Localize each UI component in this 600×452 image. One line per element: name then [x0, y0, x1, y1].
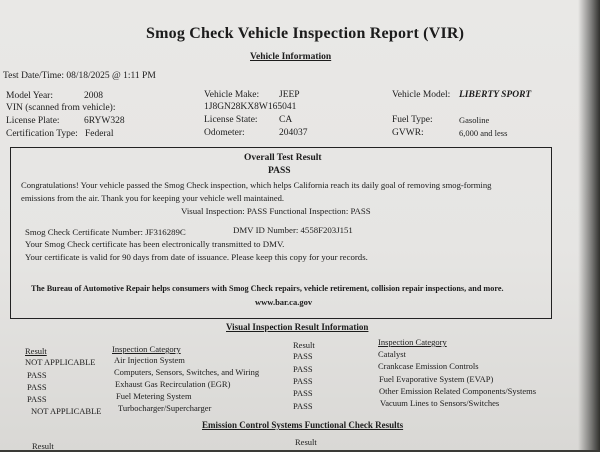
license-state-value: CA [279, 115, 293, 125]
visual-right-category-2: Crankcase Emission Controls [378, 361, 479, 371]
validity-note: Your certificate is valid for 90 days from date of issuance. Please keep this copy for your records. [25, 252, 368, 262]
report-title: Smog Check Vehicle Inspection Report (VIR) [146, 25, 465, 42]
visual-right-category-3: Fuel Evaporative System (EVAP) [379, 374, 494, 384]
visual-category-header-right: Inspection Category [378, 337, 447, 347]
make-value: JEEP [279, 90, 300, 100]
page-edge-shadow [578, 0, 600, 450]
visual-result-header-left: Result [25, 346, 47, 356]
dmv-id-number: DMV ID Number: 4558F203J151 [233, 225, 353, 235]
visual-right-result-2: PASS [293, 364, 313, 374]
visual-right-category-5: Vacuum Lines to Sensors/Switches [380, 398, 500, 408]
visual-left-result-3: PASS [27, 382, 47, 392]
license-state-label: License State: [204, 115, 258, 125]
fuel-type-label: Fuel Type: [392, 115, 433, 125]
vin-label: VIN (scanned from vehicle): [6, 103, 116, 113]
cert-type-label: Certification Type: [6, 129, 78, 139]
certificate-number: Smog Check Certificate Number: JF316289C [25, 227, 186, 237]
visual-right-category-1: Catalyst [378, 349, 406, 359]
visual-category-header-left: Inspection Category [112, 344, 181, 354]
overall-heading: Overall Test Result [244, 153, 322, 163]
odometer-label: Odometer: [204, 128, 245, 138]
model-label: Vehicle Model: [392, 90, 451, 100]
functional-result-header-right: Result [295, 437, 317, 447]
license-plate-label: License Plate: [6, 116, 60, 126]
model-year-value: 2008 [84, 91, 103, 101]
overall-result: PASS [268, 166, 291, 176]
congrats-line-2: emissions from the air. Thank you for keeping your vehicle well maintained. [21, 193, 285, 203]
bar-website: www.bar.ca.gov [255, 297, 313, 307]
congrats-line-1: Congratulations! Your vehicle passed the Smog Check inspection, which helps California reach its daily goal of removing smog-forming [21, 180, 492, 190]
visual-result-header-right: Result [293, 340, 315, 350]
visual-functional-result: Visual Inspection: PASS Functional Inspection: PASS [181, 206, 371, 216]
cert-type-value: Federal [85, 129, 114, 139]
make-label: Vehicle Make: [204, 90, 260, 100]
odometer-value: 204037 [279, 128, 308, 138]
vin-value: 1J8GN28KX8W165041 [204, 102, 297, 112]
visual-left-result-2: PASS [27, 370, 47, 380]
visual-left-result-4: PASS [27, 394, 47, 404]
vehicle-info-heading: Vehicle Information [250, 52, 332, 62]
test-datetime: Test Date/Time: 08/18/2025 @ 1:11 PM [3, 71, 156, 81]
fuel-type-value: Gasoline [459, 115, 490, 125]
visual-left-result-1: NOT APPLICABLE [25, 357, 96, 367]
visual-left-category-4: Fuel Metering System [116, 391, 192, 401]
visual-right-result-5: PASS [293, 401, 313, 411]
model-year-label: Model Year: [6, 91, 53, 101]
visual-right-result-3: PASS [293, 376, 313, 386]
visual-right-result-4: PASS [293, 388, 313, 398]
functional-result-header-left: Result [32, 441, 54, 451]
license-plate-value: 6RYW328 [84, 116, 125, 126]
gvwr-value: 6,000 and less [459, 128, 508, 138]
visual-left-result-5: NOT APPLICABLE [31, 406, 102, 416]
gvwr-label: GVWR: [392, 128, 424, 138]
model-value: LIBERTY SPORT [459, 90, 532, 100]
transmitted-note: Your Smog Check certificate has been electronically transmitted to DMV. [25, 239, 285, 249]
visual-left-category-3: Exhaust Gas Recirculation (EGR) [115, 379, 231, 389]
visual-left-category-5: Turbocharger/Supercharger [118, 403, 212, 413]
visual-right-category-4: Other Emission Related Components/Systems [379, 386, 537, 396]
visual-left-category-2: Computers, Sensors, Switches, and Wiring [114, 367, 260, 377]
visual-right-result-1: PASS [293, 351, 313, 361]
visual-heading: Visual Inspection Result Information [226, 322, 369, 332]
functional-heading: Emission Control Systems Functional Check Results [202, 420, 404, 430]
bar-note: The Bureau of Automotive Repair helps consumers with Smog Check repairs, vehicle retirement, collision repair inspections, and more. [31, 284, 504, 293]
visual-left-category-1: Air Injection System [114, 355, 185, 365]
